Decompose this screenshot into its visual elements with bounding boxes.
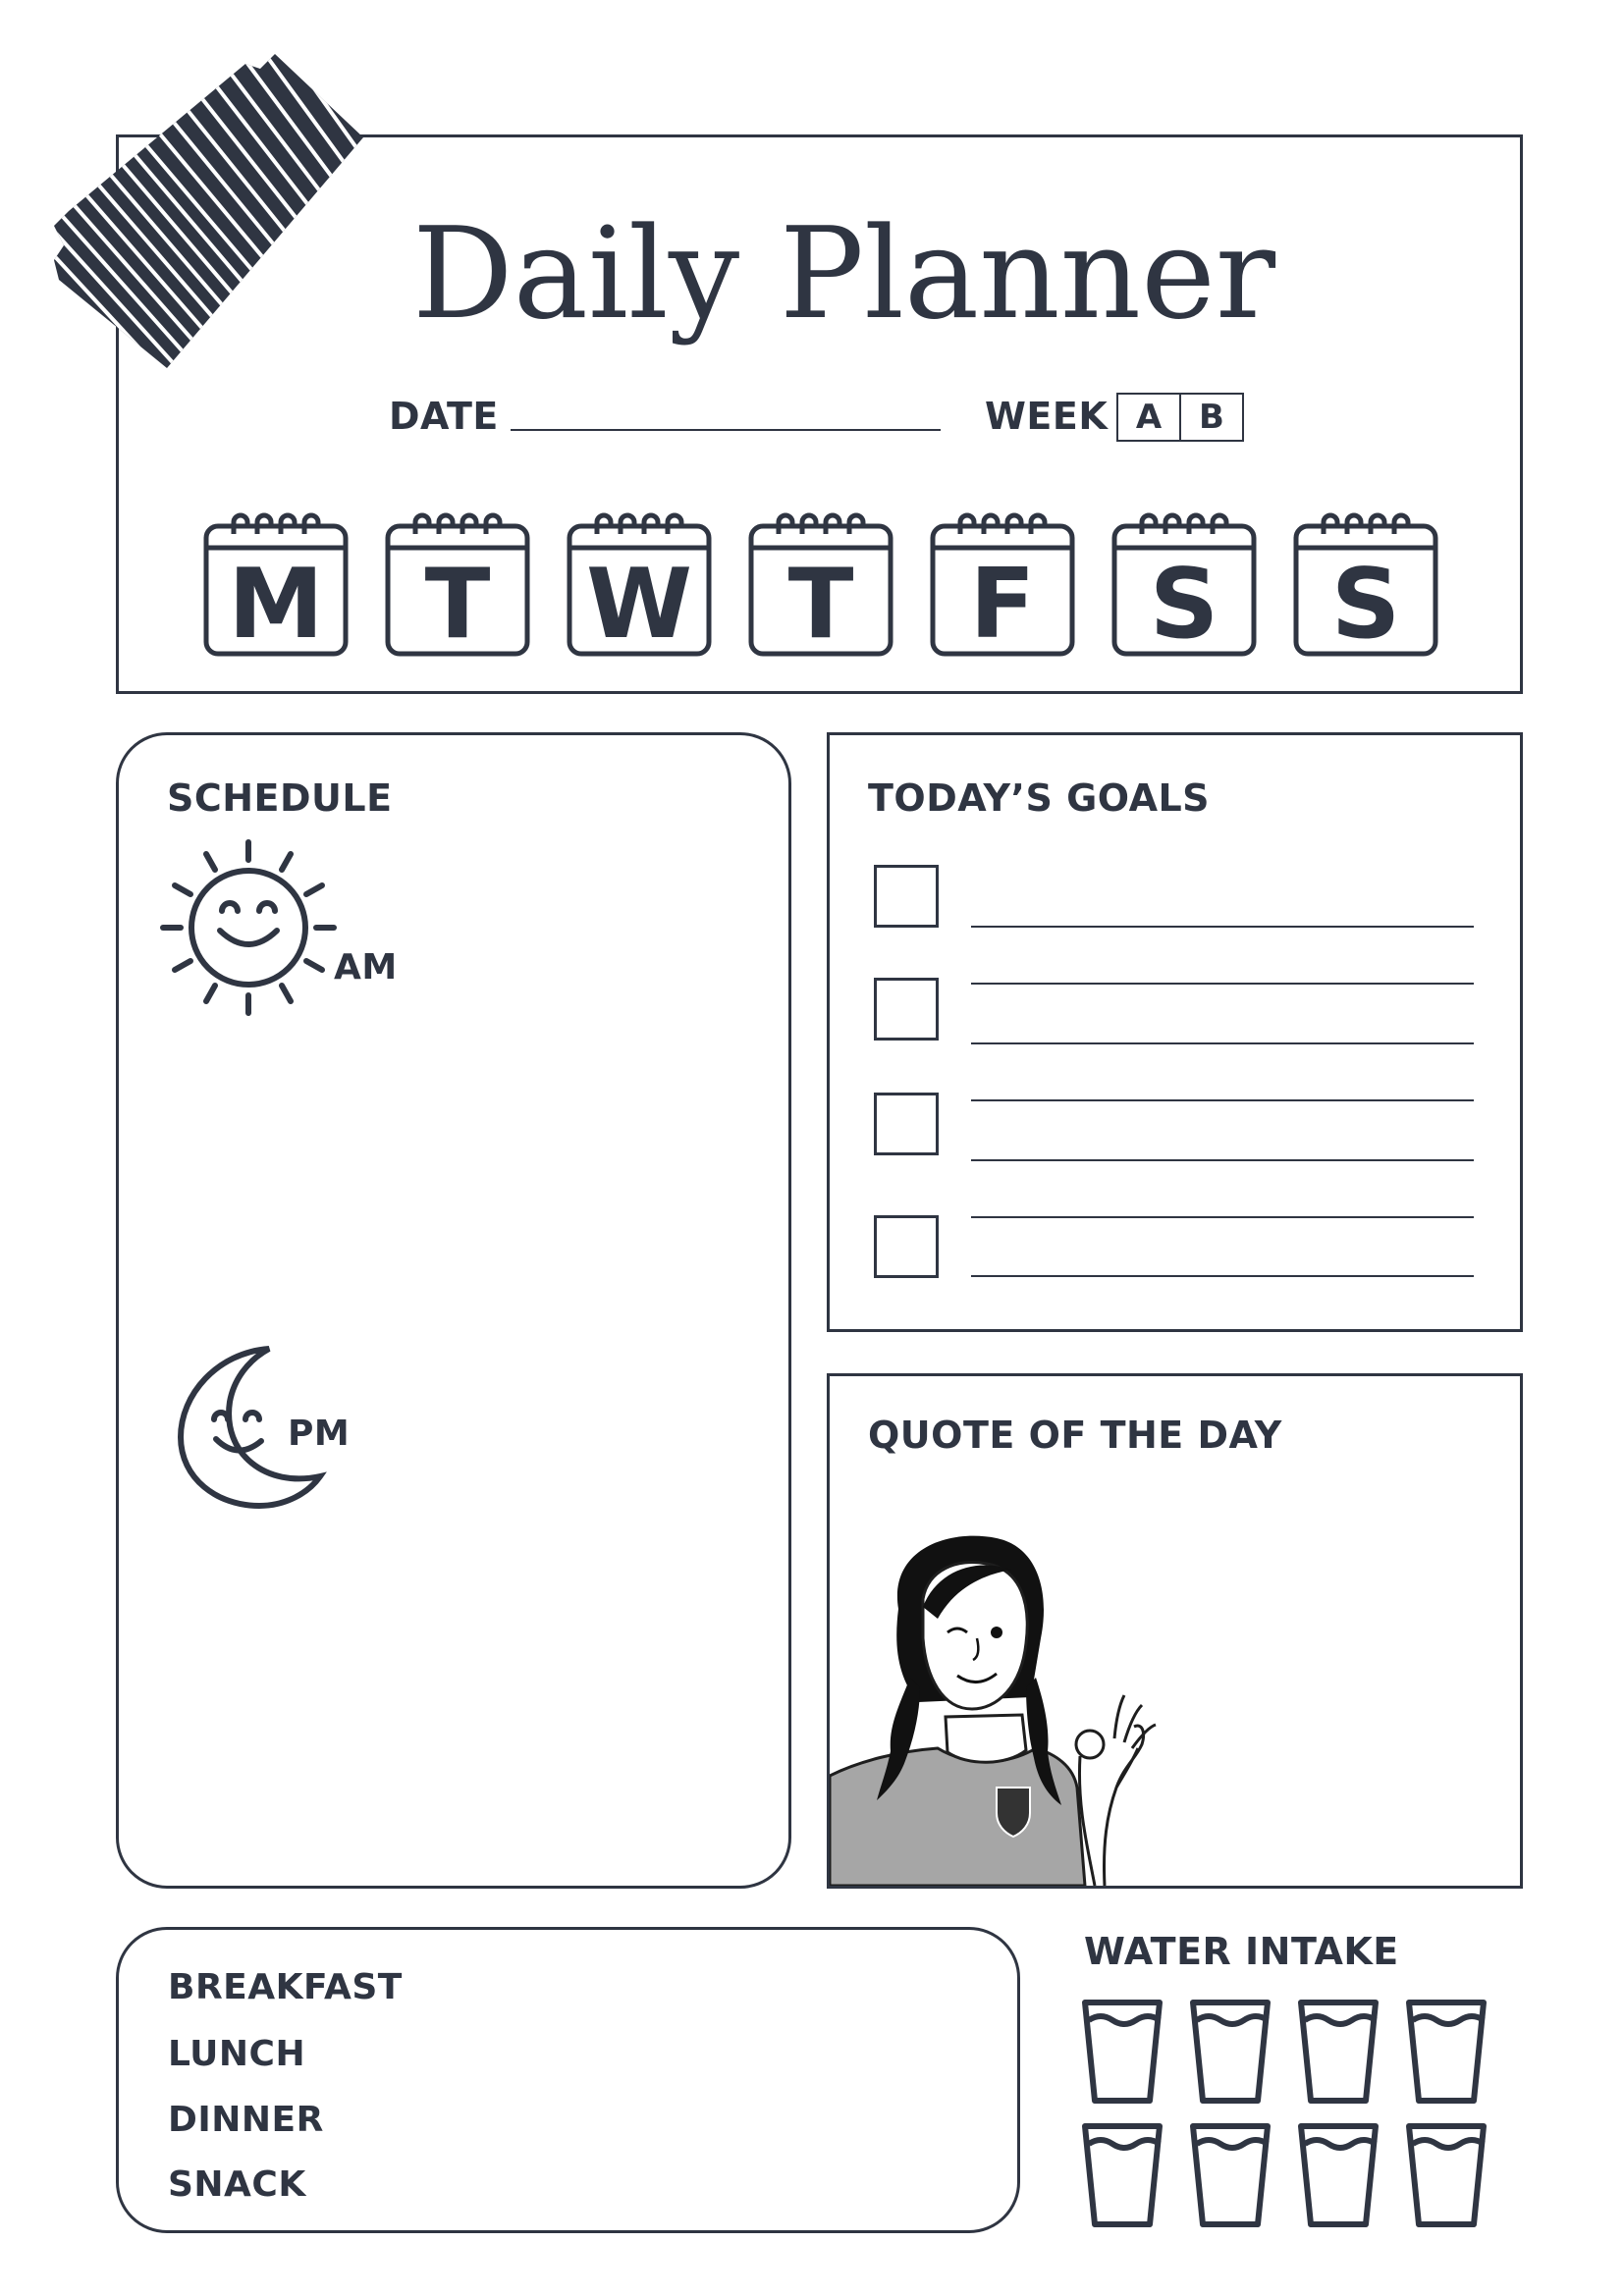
week-selector (1116, 393, 1244, 442)
day-sunday[interactable] (1292, 508, 1439, 661)
water-glass-icon[interactable] (1189, 1999, 1272, 2105)
water-glass-icon[interactable] (1189, 2122, 1272, 2228)
page-title: Daily Planner (412, 201, 1275, 347)
day-letter: S (1330, 549, 1401, 661)
day-letter: T (424, 549, 491, 661)
meal-dinner-label: DINNER (168, 2100, 324, 2140)
water-glass-icon[interactable] (1405, 2122, 1488, 2228)
pm-label: PM (288, 1414, 351, 1454)
am-label: AM (334, 947, 398, 988)
week-label: WEEK (985, 395, 1109, 438)
goal-line[interactable] (971, 1042, 1474, 1044)
meal-breakfast-label: BREAKFAST (168, 1967, 403, 2007)
date-field[interactable] (511, 429, 941, 431)
day-letter: T (787, 549, 854, 661)
water-glass-icon[interactable] (1297, 1999, 1380, 2105)
water-glass-icon[interactable] (1297, 2122, 1380, 2228)
goal-line[interactable] (971, 1159, 1474, 1161)
day-letter: S (1149, 549, 1219, 661)
goal-line[interactable] (971, 1275, 1474, 1277)
goal-checkbox-4[interactable] (874, 1215, 939, 1278)
goal-checkbox-1[interactable] (874, 865, 939, 928)
goal-line[interactable] (971, 926, 1474, 928)
goals-heading: TODAY’S GOALS (868, 776, 1211, 820)
woman-illustration (830, 1530, 1183, 1886)
date-label: DATE (389, 395, 499, 438)
day-letter: M (228, 549, 324, 661)
day-letter: W (585, 549, 693, 661)
sun-icon (155, 834, 342, 1021)
day-wednesday[interactable] (566, 508, 713, 661)
water-glass-icon[interactable] (1081, 1999, 1164, 2105)
meal-lunch-label: LUNCH (168, 2034, 306, 2074)
week-option-b[interactable]: B (1179, 395, 1242, 440)
day-tuesday[interactable] (384, 508, 531, 661)
water-glass-icon[interactable] (1081, 2122, 1164, 2228)
day-thursday[interactable] (747, 508, 894, 661)
day-saturday[interactable] (1110, 508, 1258, 661)
water-glass-icon[interactable] (1405, 1999, 1488, 2105)
week-option-a[interactable]: A (1135, 398, 1163, 437)
quote-heading: QUOTE OF THE DAY (868, 1414, 1282, 1457)
day-monday[interactable] (202, 508, 350, 661)
goal-checkbox-3[interactable] (874, 1093, 939, 1155)
water-heading: WATER INTAKE (1084, 1930, 1399, 1973)
goal-line[interactable] (971, 983, 1474, 985)
goal-line[interactable] (971, 1216, 1474, 1218)
goal-checkbox-2[interactable] (874, 978, 939, 1041)
meal-snack-label: SNACK (168, 2164, 306, 2205)
goal-line[interactable] (971, 1099, 1474, 1101)
day-friday[interactable] (929, 508, 1076, 661)
day-letter: F (969, 549, 1036, 661)
schedule-heading: SCHEDULE (167, 776, 393, 820)
